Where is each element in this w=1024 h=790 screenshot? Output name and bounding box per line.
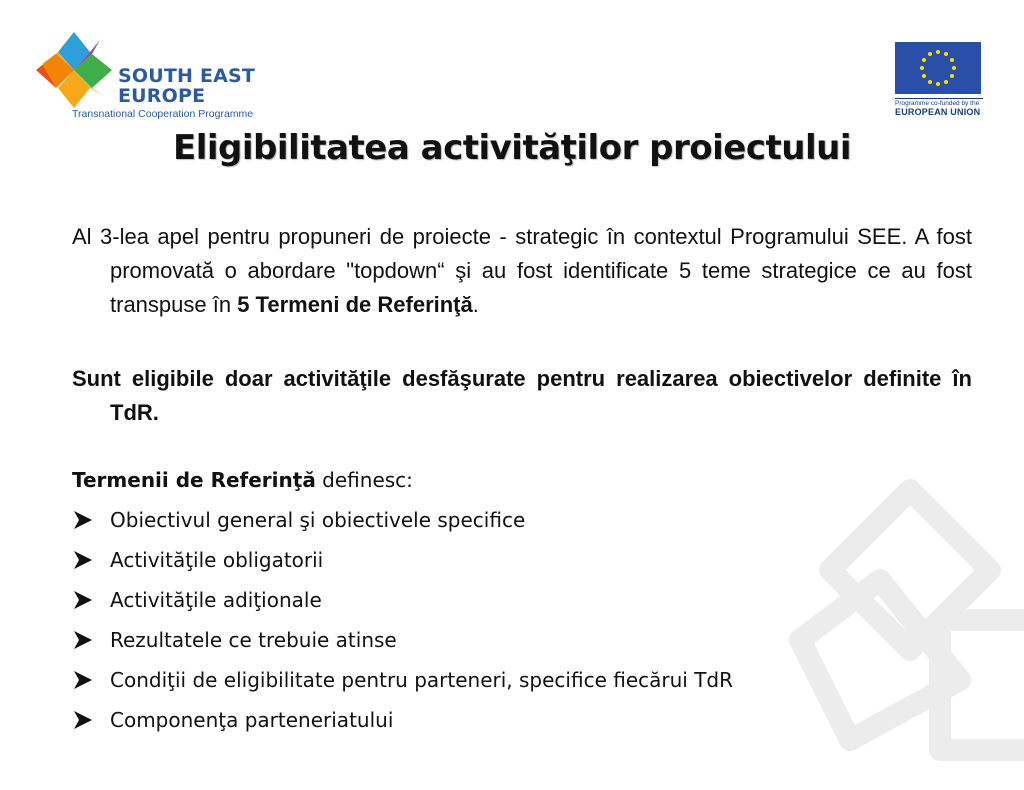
logo-title-line2: EUROPE: [118, 85, 206, 107]
terms-heading-rest: definesc:: [315, 468, 413, 492]
eu-flag-icon: [895, 42, 981, 94]
logo-subtitle: Transnational Cooperation Programme: [72, 108, 254, 120]
terms-heading: [72, 460, 872, 500]
arrowhead-bullet-icon: [72, 589, 94, 611]
terms-section: [72, 460, 872, 740]
terms-heading-bold: Termenii de Referinţă: [72, 468, 316, 492]
paragraph-call-text-b: .: [472, 292, 479, 317]
paragraph-call-text-a: Al 3-lea apel pentru propuneri de proiecte - strategic în contextul Programului SEE. A fost promovată o abordare "topdown“ şi au fost identificate 5 teme strategice ce au fost transpuse în: [72, 224, 972, 317]
arrowhead-bullet-icon: [72, 629, 94, 651]
list-item-text: Rezultatele ce trebuie atinse: [110, 628, 397, 652]
paragraph-call: [72, 220, 972, 322]
list-item: [72, 500, 872, 540]
eu-caption-cofunded: Programme co-funded by the: [895, 98, 983, 107]
list-item-text: Activităţile adiţionale: [110, 588, 322, 612]
paragraph-call-bold: 5 Termeni de Referinţă: [237, 292, 473, 317]
paragraph-call-text: [72, 220, 972, 322]
eu-caption-union: EUROPEAN UNION: [895, 107, 981, 117]
list-item-text: Activităţile obligatorii: [110, 548, 324, 572]
arrowhead-bullet-icon: [72, 549, 94, 571]
list-item: [72, 540, 872, 580]
logo-title: [118, 66, 255, 106]
arrowhead-bullet-icon: [72, 669, 94, 691]
logo-title-line1: SOUTH EAST: [118, 65, 256, 87]
list-item: [72, 620, 872, 660]
list-item-text: Obiectivul general şi obiectivele specifice: [110, 508, 526, 532]
list-item: [72, 700, 872, 740]
flower-logo-icon: [34, 30, 114, 110]
arrowhead-bullet-icon: [72, 509, 94, 531]
paragraph-eligible-text: Sunt eligibile doar activităţile desfăşurate pentru realizarea obiectivelor definite în TdR.: [72, 366, 972, 425]
list-item: [72, 580, 872, 620]
list-item: [72, 660, 872, 700]
page-title: Eligibilitatea activităţilor proiectului: [173, 128, 851, 168]
south-east-europe-logo: [34, 30, 274, 120]
paragraph-eligible: [72, 362, 972, 430]
eu-logo: [895, 42, 983, 122]
list-item-text: Condiţii de eligibilitate pentru parteneri, specifice fiecărui TdR: [110, 668, 734, 692]
arrowhead-bullet-icon: [72, 709, 94, 731]
list-item-text: Componenţa parteneriatului: [110, 708, 394, 732]
